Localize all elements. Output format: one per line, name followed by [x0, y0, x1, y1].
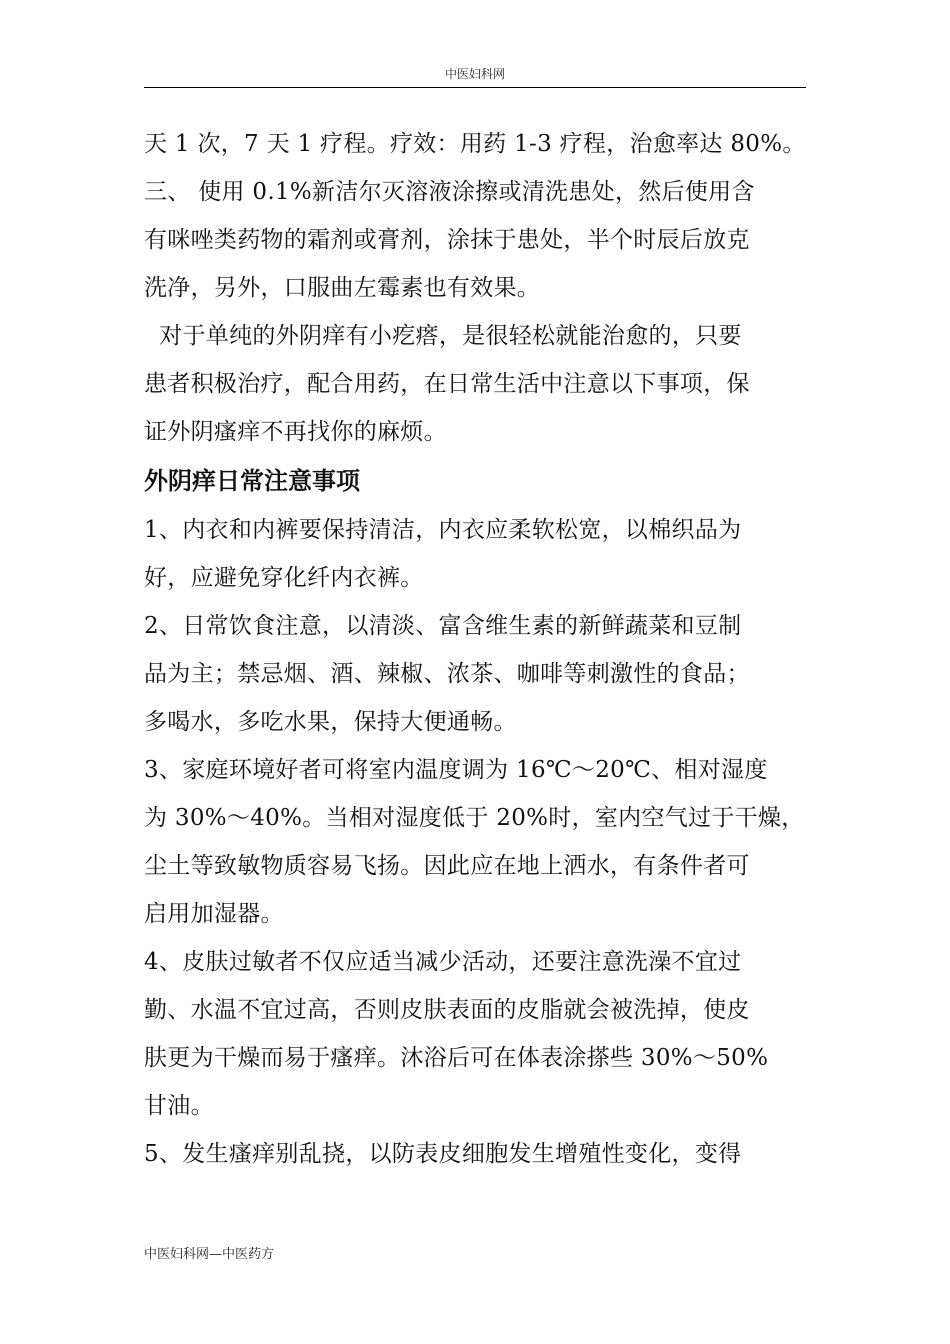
- header-divider: [144, 87, 806, 88]
- text-line: 5、发生瘙痒别乱挠，以防表皮细胞发生增殖性变化，变得: [144, 1141, 742, 1167]
- text-line: 有咪唑类药物的霜剂或膏剂，涂抹于患处，半个时辰后放克: [144, 227, 750, 253]
- text-line: 1、内衣和内裤要保持清洁，内衣应柔软松宽，以棉织品为: [144, 517, 742, 543]
- text-line: 勤、水温不宜过高，否则皮肤表面的皮脂就会被洗掉，使皮: [144, 997, 750, 1023]
- text-line: 对于单纯的外阴痒有小疙瘩，是很轻松就能治愈的，只要: [144, 323, 742, 349]
- text-line: 品为主；禁忌烟、酒、辣椒、浓茶、咖啡等刺激性的食品；: [144, 661, 750, 687]
- text-line: 三、 使用 0.1%新洁尔灭溶液涂擦或清洗患处，然后使用含: [144, 179, 755, 205]
- text-line: 启用加湿器。: [144, 901, 284, 927]
- text-line: 洗净，另外，口服曲左霉素也有效果。: [144, 275, 541, 301]
- text-line: 好，应避免穿化纤内衣裤。: [144, 565, 424, 591]
- text-line: 2、日常饮食注意，以清淡、富含维生素的新鲜蔬菜和豆制: [144, 613, 742, 639]
- text-line: 肤更为干燥而易于瘙痒。沐浴后可在体表涂搽些 30%～50%: [144, 1045, 769, 1071]
- text-line: 多喝水，多吃水果，保持大便通畅。: [144, 709, 517, 735]
- text-line: 4、皮肤过敏者不仅应适当减少活动，还要注意洗澡不宜过: [144, 949, 742, 975]
- page-footer: 中医妇科网—中医药方: [144, 1247, 275, 1262]
- section-heading: 外阴痒日常注意事项: [144, 466, 360, 495]
- text-line: 为 30%～40%。当相对湿度低于 20%时，室内空气过于干燥，: [144, 805, 805, 831]
- text-line: 尘土等致敏物质容易飞扬。因此应在地上洒水，有条件者可: [144, 853, 750, 879]
- document-body: [144, 120, 812, 1178]
- text-line: 3、家庭环境好者可将室内温度调为 16℃～20℃、相对湿度: [144, 757, 768, 783]
- text-line: 患者积极治疗，配合用药，在日常生活中注意以下事项，保: [144, 371, 750, 397]
- text-line: 证外阴瘙痒不再找你的麻烦。: [144, 419, 447, 445]
- page-header: 中医妇科网: [444, 67, 505, 81]
- text-line: 天 1 次，7 天 1 疗程。疗效：用药 1-3 疗程，治愈率达 80%。: [144, 131, 806, 157]
- text-line: 甘油。: [144, 1093, 214, 1119]
